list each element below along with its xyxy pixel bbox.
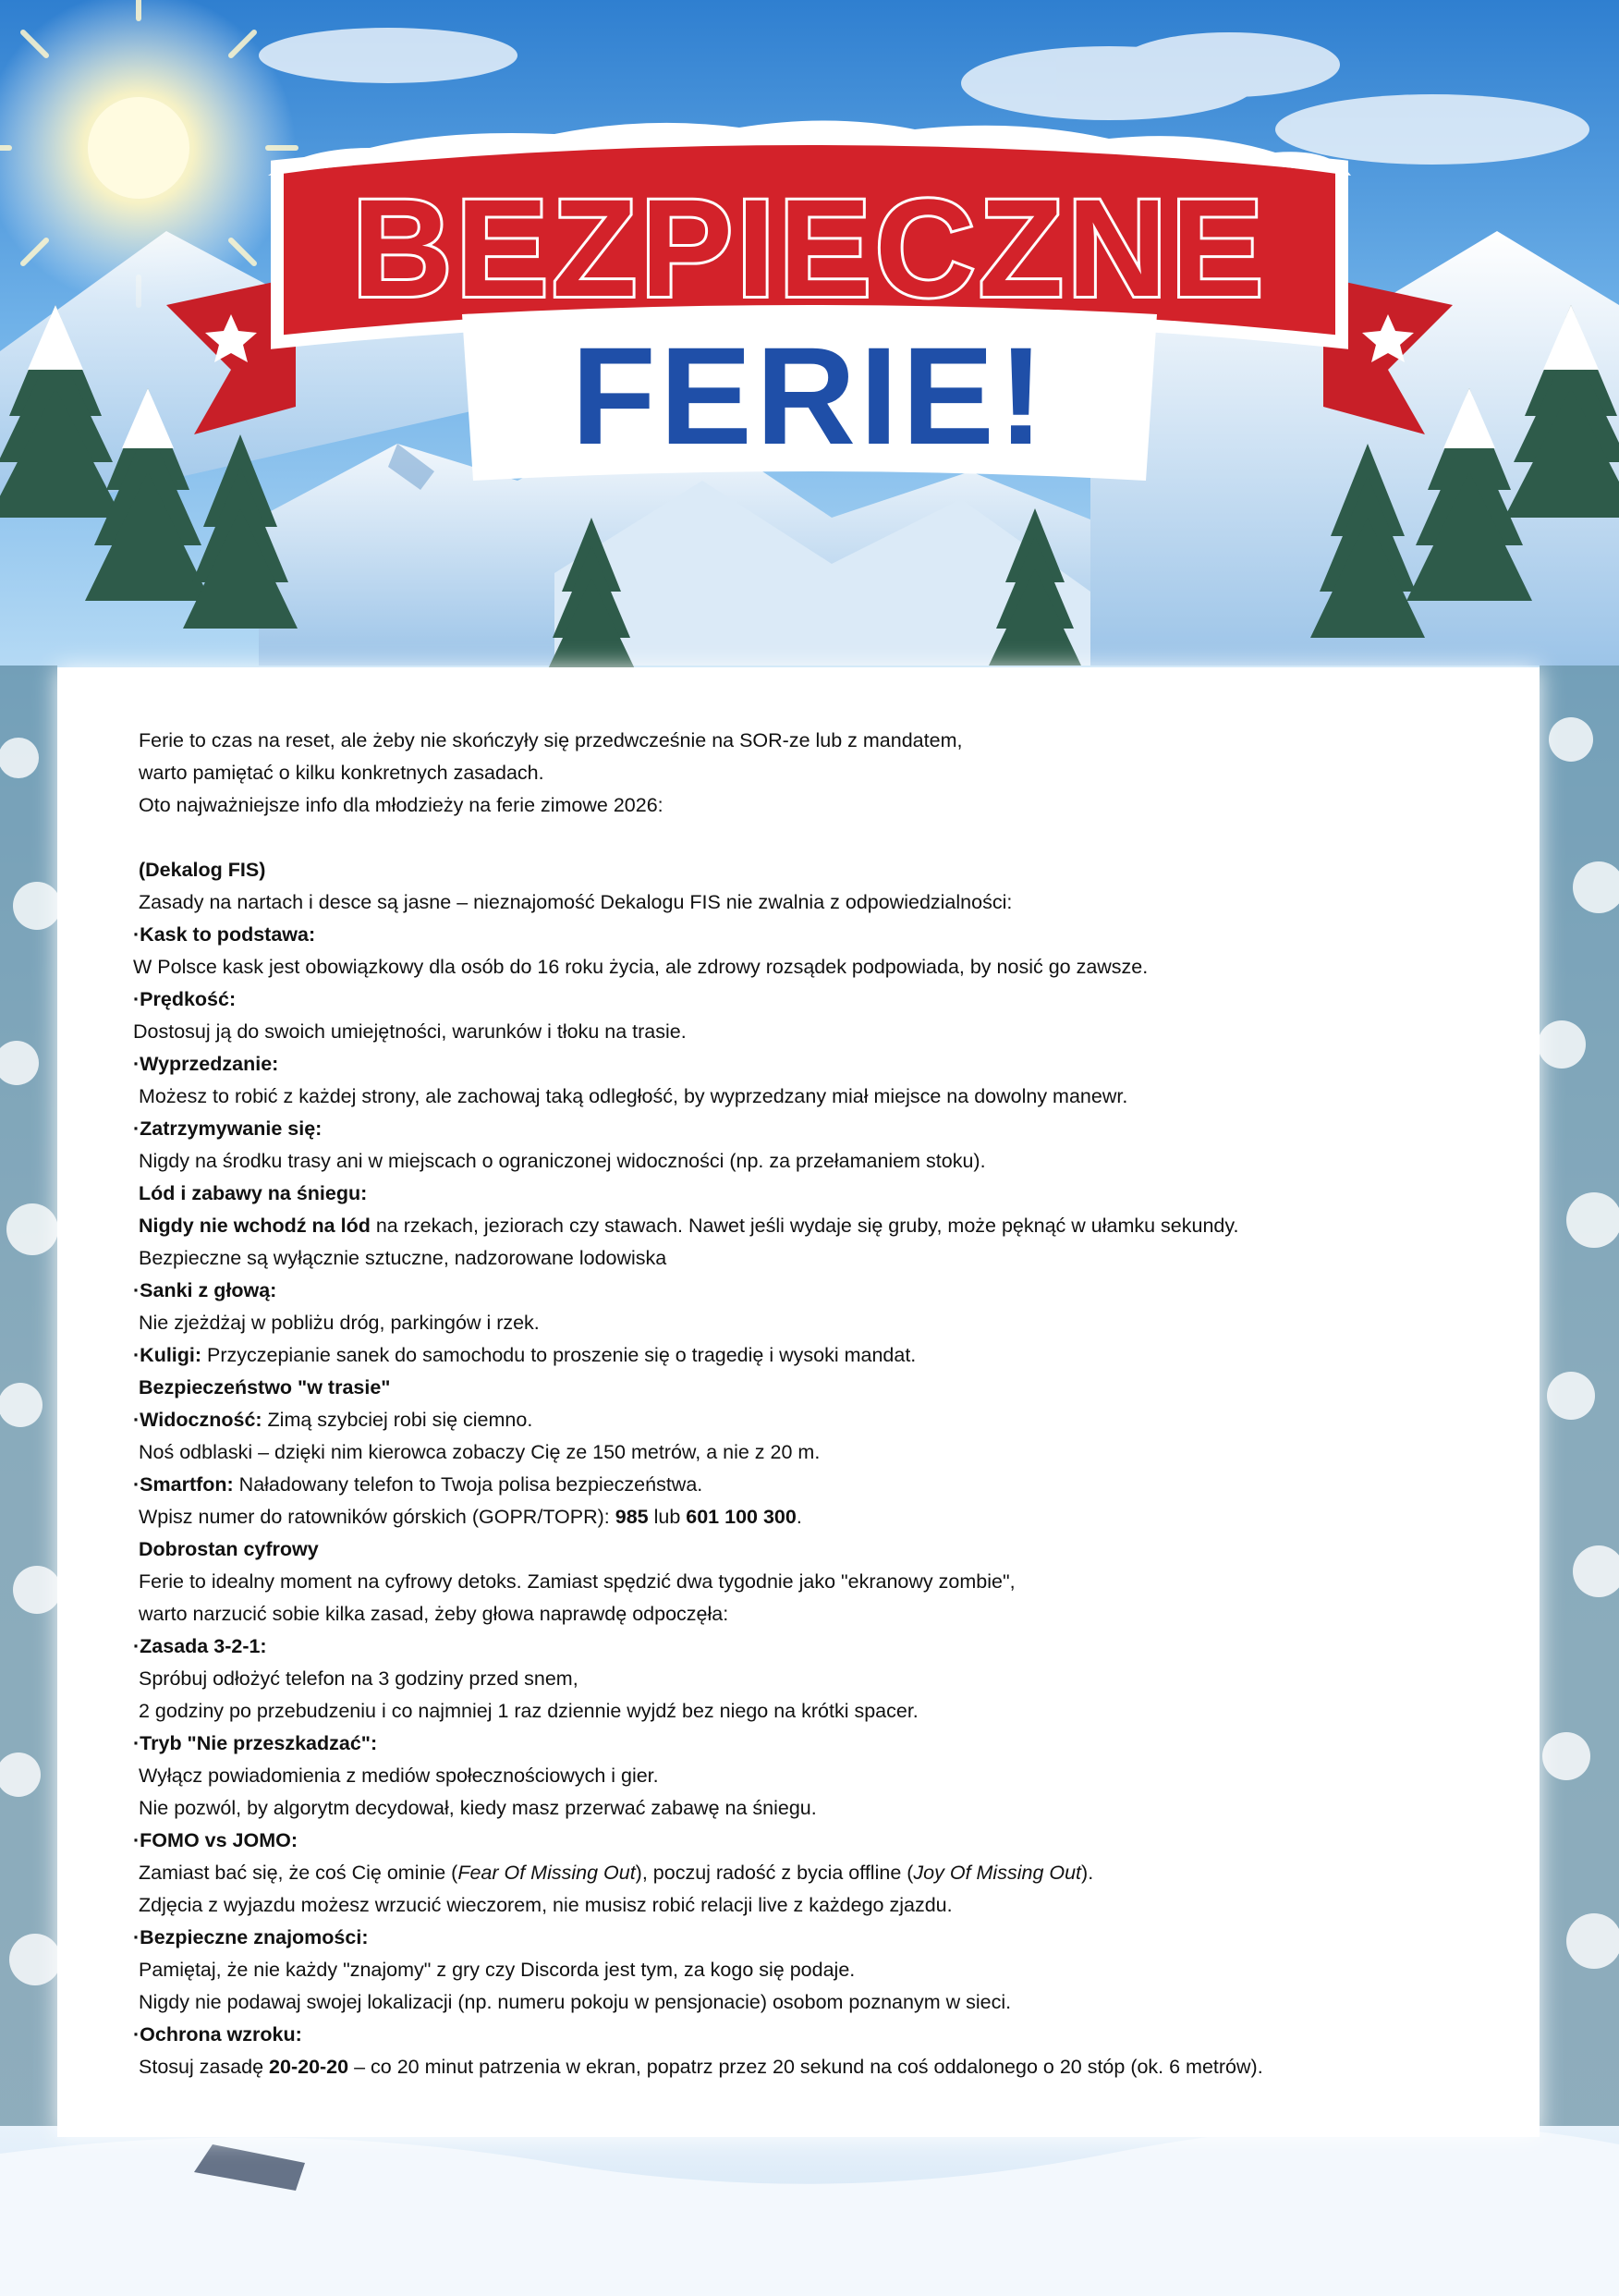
intro-line-2: warto pamiętać o kilku konkretnych zasadach. (139, 762, 544, 784)
digital-heading: Dobrostan cyfrowy (139, 1538, 319, 1560)
digital-friends-text-1: Pamiętaj, że nie każdy "znajomy" z gry czy Discorda jest tym, za kogo się podaje. (139, 1959, 856, 1981)
digital-321-text-2: 2 godziny po przebudzeniu i co najmniej 1 raz dziennie wyjdź bez niego na krótki spacer. (139, 1700, 919, 1722)
digital-321-title: ·Zasada 3-2-1: (133, 1635, 267, 1657)
digital-fomo-title: ·FOMO vs JOMO: (133, 1829, 298, 1851)
banner-line1: BEZPIECZNE (351, 170, 1268, 325)
digital-lead-2: warto narzucić sobie kilka zasad, żeby głowa naprawdę odpoczęła: (139, 1603, 729, 1625)
fis-stopping-text: Nigdy na środku trasy ani w miejscach o ograniczonej widoczności (np. za przełamaniem stoku). (139, 1150, 986, 1172)
digital-eyes-text: Stosuj zasadę 20-20-20 – co 20 minut patrzenia w ekran, popatrz przez 20 sekund na coś oddalonego o 20 stóp (ok. 6 metrów). (139, 2056, 1263, 2078)
digital-lead-1: Ferie to idealny moment na cyfrowy detoks. Zamiast spędzić dwa tygodnie jako "ekranowy zombie", (139, 1570, 1016, 1593)
fis-stopping-title: ·Zatrzymywanie się: (133, 1117, 323, 1140)
digital-fomo-text-1: Zamiast bać się, że coś Cię ominie (Fear Of Missing Out), poczuj radość z bycia offline (Joy Of Missing Out). (139, 1862, 1094, 1884)
article-body (133, 725, 1519, 2083)
fis-lead: Zasady na nartach i desce są jasne – nieznajomość Dekalogu FIS nie zwalnia z odpowiedzialności: (139, 891, 1013, 913)
fis-heading: (Dekalog FIS) (139, 859, 266, 881)
digital-321-text-1: Spróbuj odłożyć telefon na 3 godziny przed snem, (139, 1667, 578, 1690)
ice-kulig: ·Kuligi: Przyczepianie sanek do samochodu to proszenie się o tragedię i wysoki mandat. (133, 1344, 917, 1366)
route-visibility-extra: Noś odblaski – dzięki nim kierowca zobaczy Cię ze 150 metrów, a nie z 20 m. (139, 1441, 821, 1463)
route-phone-numbers: Wpisz numer do ratowników górskich (GOPR/TOPR): 985 lub 601 100 300. (139, 1506, 802, 1528)
snowy-ground (0, 2123, 1619, 2296)
digital-dnd-title: ·Tryb "Nie przeszkadzać": (133, 1732, 378, 1754)
fis-helmet-title: ·Kask to podstawa: (133, 923, 316, 946)
ice-sled-text: Nie zjeżdżaj w pobliżu dróg, parkingów i rzek. (139, 1312, 540, 1334)
route-visibility: ·Widoczność: Zimą szybciej robi się ciemno. (133, 1409, 533, 1431)
digital-friends-text-2: Nigdy nie podawaj swojej lokalizacji (np. numeru pokoju w pensjonacie) osobom poznanym w sieci. (139, 1991, 1012, 2013)
ice-never: Nigdy nie wchodź na lód na rzekach, jeziorach czy stawach. Nawet jeśli wydaje się gruby, może pęknąć w ułamku sekundy. (139, 1215, 1239, 1237)
banner-text (0, 0, 1619, 666)
digital-eyes-title: ·Ochrona wzroku: (133, 2023, 302, 2046)
content-panel (57, 667, 1540, 2137)
banner-line2: FERIE! (571, 318, 1048, 473)
route-phone: ·Smartfon: Naładowany telefon to Twoja polisa bezpieczeństwa. (133, 1473, 703, 1496)
fis-helmet-text: W Polsce kask jest obowiązkowy dla osób do 16 roku życia, ale zdrowy rozsądek podpowiada, by nosić go zawsze. (133, 956, 1149, 978)
fis-overtaking-text: Możesz to robić z każdej strony, ale zachowaj taką odległość, by wyprzedzany miał miejsce na dowolny manewr. (139, 1085, 1128, 1107)
ice-heading: Lód i zabawy na śniegu: (139, 1182, 368, 1204)
fis-speed-title: ·Prędkość: (133, 988, 237, 1010)
digital-friends-title: ·Bezpieczne znajomości: (133, 1926, 369, 1948)
intro-line-1: Ferie to czas na reset, ale żeby nie skończyły się przedwcześnie na SOR-ze lub z mandatem, (139, 729, 963, 751)
ice-safe: Bezpieczne są wyłącznie sztuczne, nadzorowane lodowiska (139, 1247, 667, 1269)
digital-dnd-text-1: Wyłącz powiadomienia z mediów społecznościowych i gier. (139, 1765, 659, 1787)
route-heading: Bezpieczeństwo "w trasie" (139, 1376, 391, 1398)
digital-dnd-text-2: Nie pozwól, by algorytm decydował, kiedy masz przerwać zabawę na śniegu. (139, 1797, 817, 1819)
digital-fomo-text-2: Zdjęcia z wyjazdu możesz wrzucić wieczorem, nie musisz robić relacji live z każdego zjazdu. (139, 1894, 953, 1916)
intro-line-3: Oto najważniejsze info dla młodzieży na ferie zimowe 2026: (139, 794, 663, 816)
spacer (133, 822, 1519, 854)
ice-sled-title: ·Sanki z głową: (133, 1279, 277, 1301)
fis-overtaking-title: ·Wyprzedzanie: (133, 1053, 279, 1075)
fis-speed-text: Dostosuj ją do swoich umiejętności, warunków i tłoku na trasie. (133, 1020, 687, 1043)
